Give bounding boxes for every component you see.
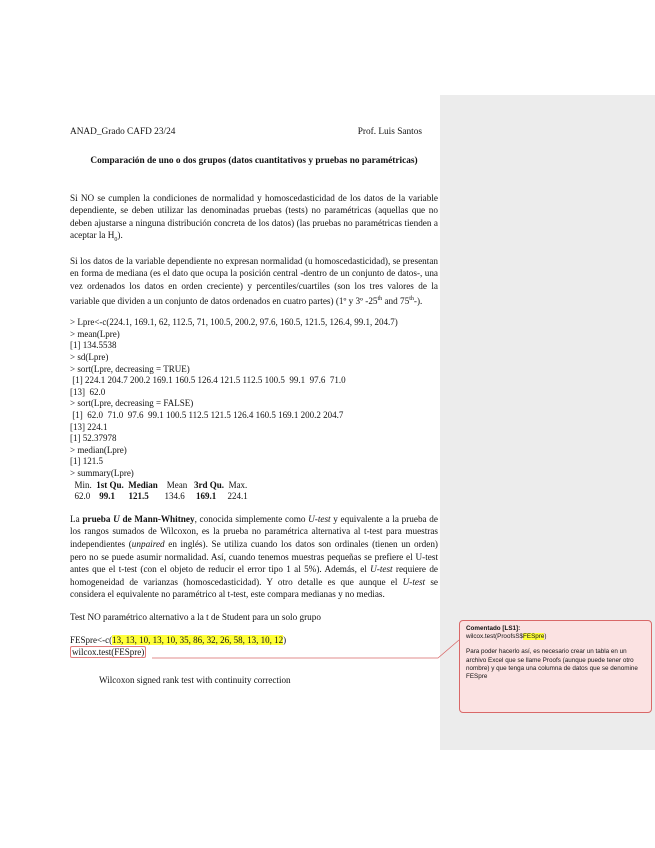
fespre-values-highlight[interactable]: 13, 13, 10, 13, 10, 35, 86, 32, 26, 58, 13, 10, 12: [112, 635, 284, 646]
one-group-test-line: Test NO paramétrico alternativo a la t de Student para un solo grupo: [70, 611, 321, 622]
code-line: > median(Lpre): [70, 444, 127, 455]
fespre-code: [70, 634, 438, 658]
summary-headers: Min. 1st Qu. Median Mean 3rd Qu. Max.: [74, 479, 248, 490]
section-title: Comparación de uno o dos grupos (datos cuantitativos y pruebas no paramétricas): [90, 156, 418, 166]
code-line: > sort(Lpre, decreasing = TRUE): [70, 363, 190, 374]
page-header: [70, 126, 438, 138]
paragraph-median: Si los datos de la variable dependiente no expresan normalidad (u homoscedasticidad), se presentan en forma de mediana (es el dato que ocupa la posición central -dentro de un conjunto de datos-, una vez ordenados los datos en orden creciente) y percentiles/cuartiles (son los tres valores de la variable que dividen a un conjunto de datos ordenados en cuatro partes) (1º y 3º -25th and 75th-).: [70, 255, 438, 306]
summary-values: 62.0 99.1 121.5 134.6 169.1 224.1: [74, 491, 248, 502]
header-author: Prof. Luis Santos: [357, 127, 422, 137]
paragraph-nonparametric: Si NO se cumplen la condiciones de normalidad y homoscedasticidad de los datos de la variable dependiente, se deben utilizar las denominadas pruebas (tests) no paramétricas (aquellas que no deben ajustarse a ninguna distribución concreta de los datos) (las pruebas no paramétricas tienden a aceptar la $H_0$).: [70, 192, 438, 244]
commented-wilcox-call[interactable]: wilcox.test(FESpre): [72, 647, 145, 658]
r-code-block: [70, 317, 438, 503]
code-line: > mean(Lpre): [70, 328, 120, 339]
document-body: [70, 126, 438, 687]
comment-author: Comentado [LS1]:: [466, 625, 521, 632]
code-line: [1] 121.5: [70, 456, 103, 467]
code-line: > sd(Lpre): [70, 352, 109, 363]
code-line: > summary(Lpre): [70, 467, 134, 478]
code-line: [13] 224.1: [70, 421, 108, 432]
fespre-assignment: FESpre<-c(13, 13, 10, 13, 10, 35, 86, 32, 26, 58, 13, 10, 12): [70, 635, 287, 646]
wilcox-call-line: [70, 646, 438, 658]
code-line: [1] 224.1 204.7 200.2 169.1 160.5 126.4 121.5 112.5 100.5 99.1 97.6 71.0: [70, 375, 346, 386]
code-line: [13] 62.0: [70, 386, 106, 397]
code-line: > sort(Lpre, decreasing = FALSE): [70, 398, 194, 409]
comment-quote: wilcox.test(ProofsS$FESpre): [466, 633, 547, 641]
paragraph-mann-whitney: La prueba U de Mann-Whitney, conocida simplemente como U-test y equivalente a la prueba de los rangos sumados de Wilcoxon, es la prueba no paramétrica alternativa al t-test para muestras independientes (unpaired en inglés). Se utiliza cuando los datos son ordinales (tienen un orden) pero no se puede asumir normalidad. Así, cuando tenemos muestras pequeñas se prefiere el U-test antes que el t-test (con el objeto de reducir el error tipo 1 al 5%). Además, el U-test requiere de homogeneidad de varianzas (homoscedasticidad). Y otro detalle es que aunque el U-test se considera el equivalente no paramétrico al t-test, este compara medianas y no medias.: [70, 513, 438, 600]
comment-balloon[interactable]: [459, 620, 652, 713]
code-line: [1] 52.37978: [70, 433, 117, 444]
code-line: [1] 134.5538: [70, 340, 117, 351]
code-line: > Lpre<-c(224.1, 169.1, 62, 112.5, 71, 100.5, 200.2, 97.6, 160.5, 121.5, 126.4, 99.1, 204.7): [70, 317, 398, 328]
wilcox-output-title: Wilcoxon signed rank test with continuity correction: [99, 675, 291, 686]
comment-body: Para poder hacerlo así, es necesario crear un tabla en un archivo Excel que se llame Proofs (aunque puede tener otro nombre) y que tenga una columna de datos que se denomine FESpre: [466, 648, 638, 681]
header-course: ANAD_Grado CAFD 23/24: [70, 127, 176, 137]
code-line: [1] 62.0 71.0 97.6 99.1 100.5 112.5 121.5 126.4 160.5 169.1 200.2 204.7: [70, 409, 344, 420]
